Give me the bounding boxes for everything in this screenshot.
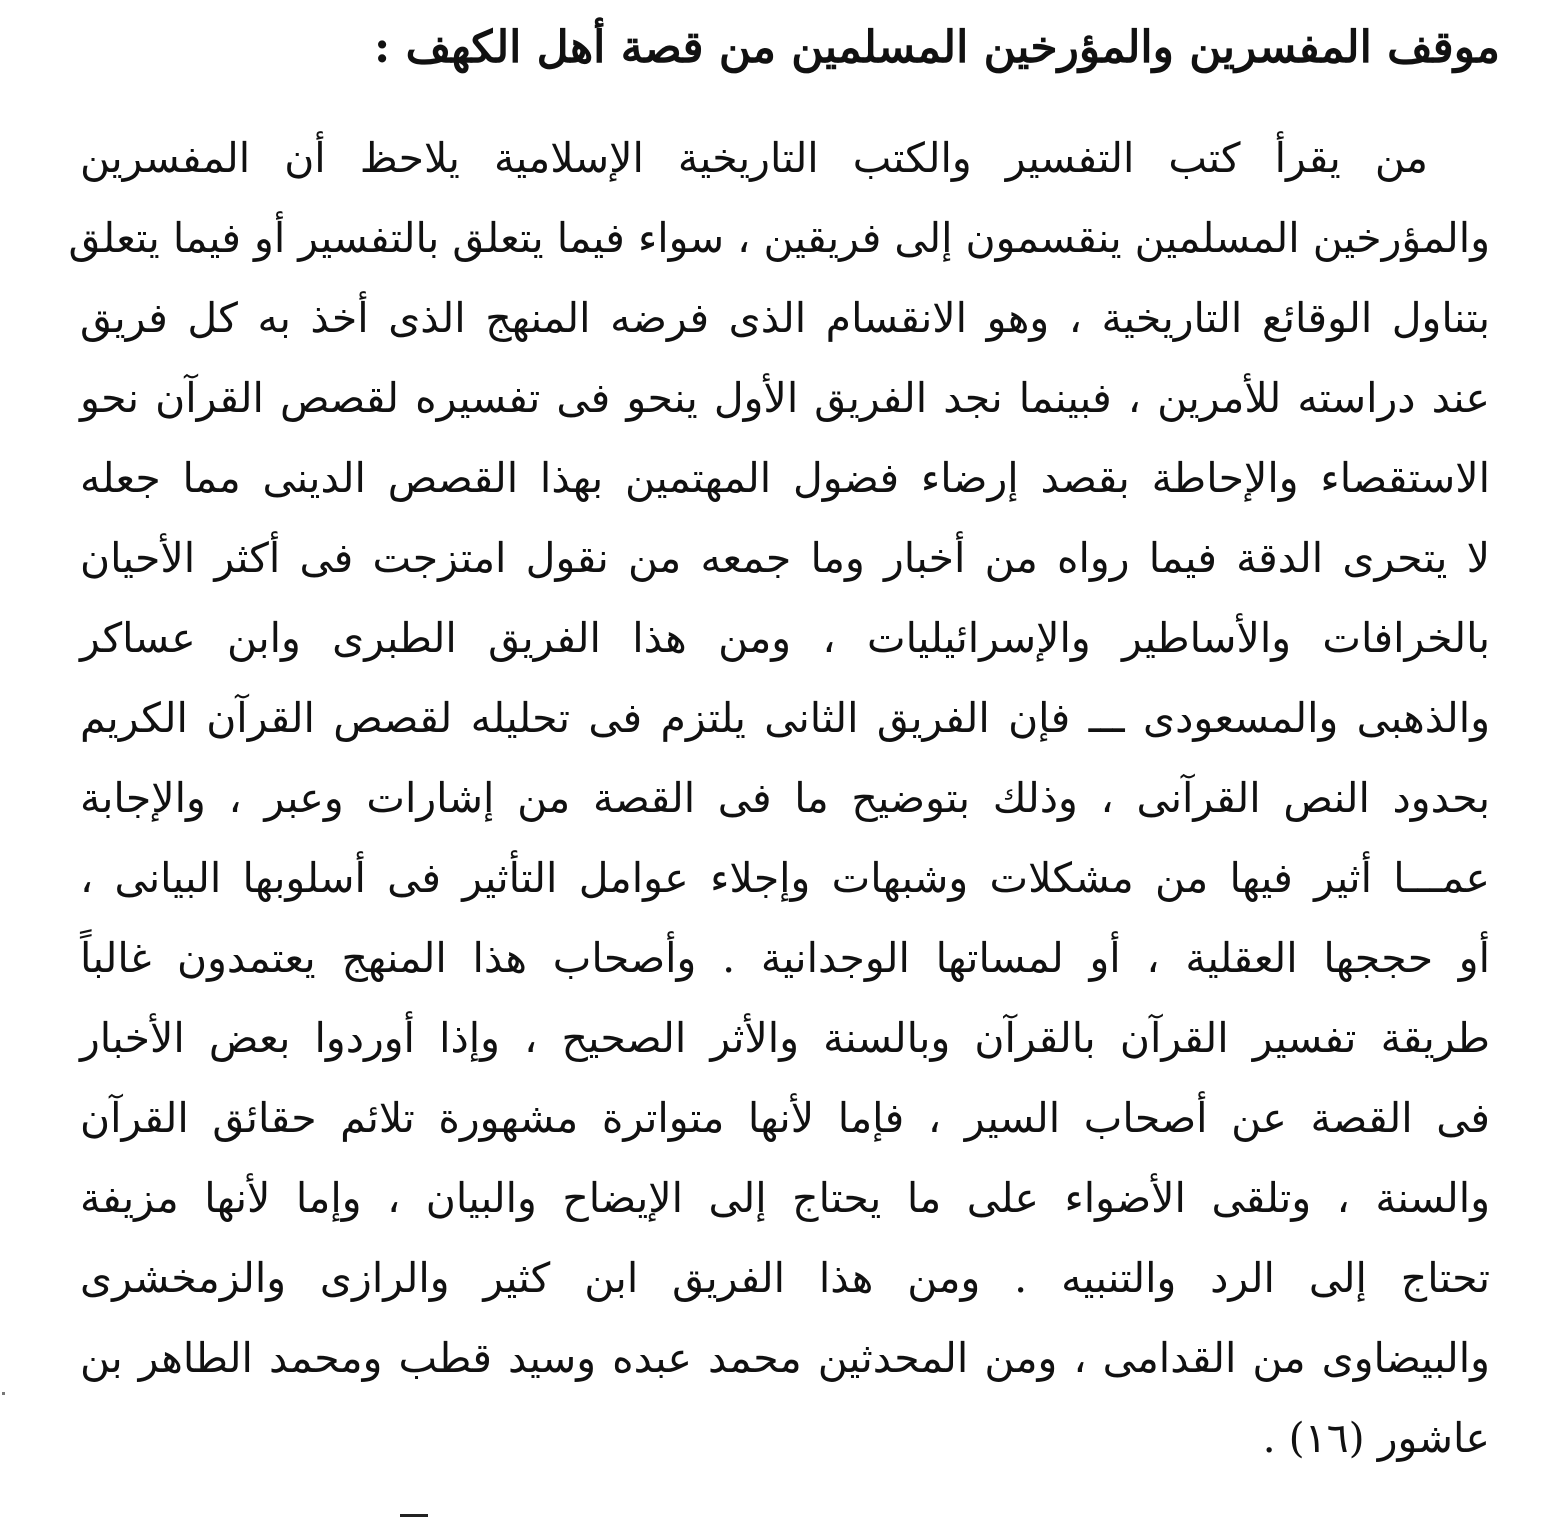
- text-line: من يقرأ كتب التفسير والكتب التاريخية الإسلامية يلاحظ أن المفسرين: [80, 134, 1428, 182]
- section-heading: موقف المفسرين والمؤرخين المسلمين من قصة أهل الكهف :: [374, 22, 1500, 73]
- text-line: لا يتحرى الدقة فيما رواه من أخبار وما جمعه من نقول امتزجت فى أكثر الأحيان: [80, 534, 1490, 582]
- text-line: عند دراسته للأمرين ، فبينما نجد الفريق الأول ينحو فى تفسيره لقصص القرآن نحو: [80, 374, 1490, 422]
- scan-artifact-mark: [400, 1514, 428, 1517]
- text-line: والسنة ، وتلقى الأضواء على ما يحتاج إلى الإيضاح والبيان ، وإما لأنها مزيفة: [80, 1174, 1490, 1222]
- text-line: والذهبى والمسعودى ـــ فإن الفريق الثانى يلتزم فى تحليله لقصص القرآن الكريم: [80, 694, 1490, 742]
- text-line: فى القصة عن أصحاب السير ، فإما لأنها متواترة مشهورة تلائم حقائق القرآن: [80, 1094, 1490, 1142]
- text-line: عمـــا أثير فيها من مشكلات وشبهات وإجلاء عوامل التأثير فى أسلوبها البيانى ،: [80, 854, 1490, 902]
- text-line: أو حججها العقلية ، أو لمساتها الوجدانية . وأصحاب هذا المنهج يعتمدون غالباً: [80, 934, 1490, 982]
- text-line: والبيضاوى من القدامى ، ومن المحدثين محمد عبده وسيد قطب ومحمد الطاهر بن: [80, 1334, 1490, 1382]
- text-line: بتناول الوقائع التاريخية ، وهو الانقسام الذى فرضه المنهج الذى أخذ به كل فريق: [80, 294, 1490, 342]
- text-line: تحتاج إلى الرد والتنبيه . ومن هذا الفريق ابن كثير والرازى والزمخشرى: [80, 1254, 1490, 1302]
- body-paragraph: [68, 118, 1490, 1478]
- scan-artifact-dot: [2, 1392, 5, 1395]
- text-line-last: عاشور (١٦) .: [1262, 1414, 1490, 1462]
- text-line: الاستقصاء والإحاطة بقصد إرضاء فضول المهتمين بهذا القصص الدينى مما جعله: [80, 454, 1490, 502]
- text-line: والمؤرخين المسلمين ينقسمون إلى فريقين ، سواء فيما يتعلق بالتفسير أو فيما يتعلق: [68, 214, 1490, 262]
- text-line: بحدود النص القرآنى ، وذلك بتوضيح ما فى القصة من إشارات وعبر ، والإجابة: [80, 774, 1490, 822]
- text-line: بالخرافات والأساطير والإسرائيليات ، ومن هذا الفريق الطبرى وابن عساكر: [80, 614, 1490, 662]
- text-line: طريقة تفسير القرآن بالقرآن وبالسنة والأثر الصحيح ، وإذا أوردوا بعض الأخبار: [80, 1014, 1490, 1062]
